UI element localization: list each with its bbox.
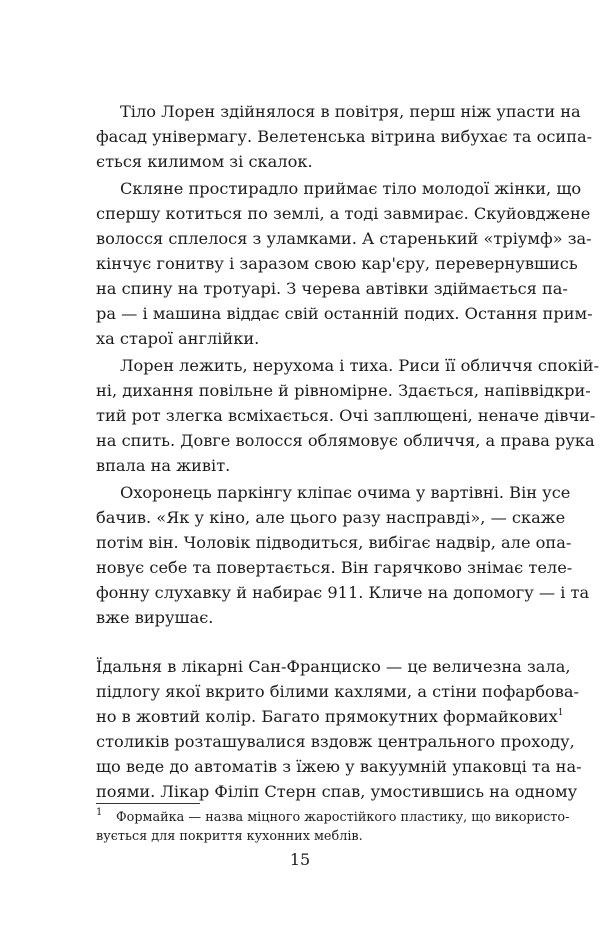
text-line: волосся сплелося з уламками. А старенький «тріумф» за- bbox=[96, 229, 592, 248]
text-line: потім він. Чоловік підводиться, вибігає надвір, але опа- bbox=[96, 533, 572, 552]
text-line: Тіло Лорен здійнялося в повітря, перш ніж упасти на bbox=[120, 102, 581, 121]
text-line: на спить. Довге волосся облямовує обличчя, а права рука bbox=[96, 431, 595, 450]
footnote-marker: 1 bbox=[96, 807, 103, 818]
text-line: Лорен лежить, нерухома і тиха. Риси її обличчя спокій- bbox=[120, 356, 600, 375]
text-line: ні, дихання повільне й рівномірне. Здається, напіввідкри- bbox=[96, 381, 591, 400]
text-line: що веде до автоматів з їжею у вакуумній упаковці та на- bbox=[96, 757, 582, 776]
text-line: підлогу якої вкрито білими кахлями, а стіни пофарбова- bbox=[96, 682, 579, 701]
footnote-reference: 1 bbox=[557, 708, 564, 718]
text-line: ра — і машина віддає свій останній подих. Остання прим- bbox=[96, 304, 593, 323]
text-line: ха старої англійки. bbox=[96, 329, 260, 348]
text-line: кінчує гонитву і заразом свою кар'єру, перевернувшись bbox=[96, 254, 578, 273]
text-line: Охоронець паркінгу кліпає очима у вартівні. Він усе bbox=[120, 483, 571, 502]
text-line: тий рот злегка всміхається. Очі заплющені, неначе дівчи- bbox=[96, 406, 596, 425]
text-line: фонну слухавку й набирає 911. Кличе на допомогу — і та bbox=[96, 583, 590, 602]
footnote-line: Формайка — назва міцного жаростійкого пластику, що використо- bbox=[116, 810, 570, 825]
text-line: вже вирушає. bbox=[96, 608, 214, 627]
text-line: новує себе та повертається. Він гарячково знімає теле- bbox=[96, 558, 573, 577]
text-line: бачив. «Як у кіно, але цього разу насправді», — скаже bbox=[96, 508, 566, 527]
text-line: на спину на тротуарі. З черева автівки здіймається па- bbox=[96, 279, 568, 298]
text-line: Їдальня в лікарні Сан-Франциско — це величезна зала, bbox=[96, 657, 571, 676]
text-line: ється килимом зі скалок. bbox=[96, 152, 313, 171]
footnote-line: вується для покриття кухонних меблів. bbox=[96, 829, 363, 844]
text-line: фасад універмагу. Велетенська вітрина вибухає та осипа- bbox=[96, 127, 593, 146]
footnote-divider bbox=[96, 803, 200, 804]
text-line: поями. Лікар Філіп Стерн спав, умостившись на одному bbox=[96, 782, 578, 801]
text-line: впала на живіт. bbox=[96, 456, 231, 475]
text-line: столиків розташувалися вздовж центрального проходу, bbox=[96, 732, 575, 751]
text-line: но в жовтий колір. Багато прямокутних формайкових$^1$ bbox=[96, 707, 564, 726]
text-line: спершу котиться по землі, а тоді завмирає. Скуйовджене bbox=[96, 204, 591, 223]
text-line: Скляне простирадло приймає тіло молодої жінки, що bbox=[120, 179, 582, 198]
page-number: 15 bbox=[289, 850, 311, 869]
